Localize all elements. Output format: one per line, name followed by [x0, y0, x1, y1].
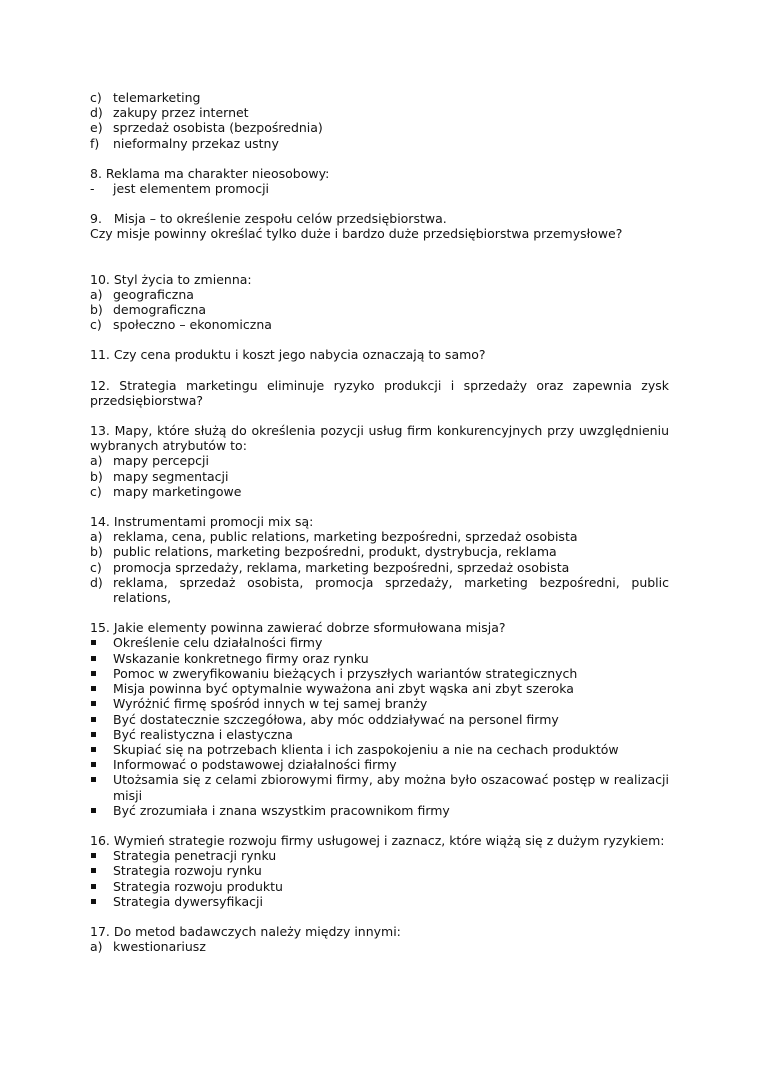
list-item-text: promocja sprzedaży, reklama, marketing bezpośredni, sprzedaż osobista — [113, 559, 570, 575]
list-item-text: reklama, sprzedaż osobista, promocja sprzedaży, marketing bezpośredni, public relations, — [113, 574, 669, 606]
square-bullet-icon — [90, 772, 113, 787]
question-11-text: 11. Czy cena produktu i koszt jego nabycia oznaczają to samo? — [90, 347, 486, 363]
bullet-item — [90, 848, 669, 863]
document-content — [90, 90, 669, 954]
question-14 — [90, 514, 669, 605]
list-marker: d) — [90, 574, 103, 590]
list-item — [90, 287, 669, 302]
list-item — [90, 529, 669, 544]
question-15 — [90, 620, 669, 818]
list-item-text: reklama, cena, public relations, marketing bezpośredni, sprzedaż osobista — [113, 529, 578, 545]
list-item — [90, 136, 669, 151]
dash-marker: - — [90, 181, 95, 197]
list-marker: c) — [90, 483, 102, 499]
list-item-text: demograficzna — [113, 302, 207, 318]
square-bullet-icon — [90, 848, 113, 863]
bullet-item-text: Określenie celu działalności firmy — [113, 635, 323, 651]
list-item — [90, 90, 669, 105]
list-marker: a) — [90, 286, 103, 302]
square-bullet-icon — [90, 696, 113, 711]
list-marker: b) — [90, 544, 103, 560]
bullet-item-text: Być zrozumiała i znana wszystkim pracownikom firmy — [113, 802, 450, 818]
list-item — [90, 120, 669, 135]
question-17-text: 17. Do metod badawczych należy między innymi: — [90, 923, 401, 939]
bullet-item-text: Być realistyczna i elastyczna — [113, 726, 293, 742]
list-item-text: geograficzna — [113, 286, 194, 302]
bullet-item — [90, 772, 669, 802]
question-9 — [90, 211, 669, 241]
bullet-item — [90, 757, 669, 772]
list-marker: c) — [90, 317, 102, 333]
bullet-item — [90, 727, 669, 742]
list-marker: a) — [90, 453, 103, 469]
list-item-text: telemarketing — [113, 90, 201, 105]
question-12-text: 12. Strategia marketingu eliminuje ryzyko produkcji i sprzedaży oraz zapewnia zysk przedsiębiorstwa? — [90, 377, 669, 408]
square-bullet-icon — [90, 727, 113, 742]
bullet-item-text: Pomoc w zweryfikowaniu bieżących i przyszłych wariantów strategicznych — [113, 665, 578, 681]
square-bullet-icon — [90, 666, 113, 681]
question-16-text: 16. Wymień strategie rozwoju firmy usługowej i zaznacz, które wiążą się z dużym ryzykiem: — [90, 832, 665, 848]
bullet-item — [90, 635, 669, 650]
question-13 — [90, 423, 669, 499]
bullet-item-text: Misja powinna być optymalnie wyważona ani zbyt wąska ani zbyt szeroka — [113, 681, 574, 697]
list-marker: a) — [90, 939, 103, 955]
bullet-item-text: Informować o podstawowej działalności firmy — [113, 757, 397, 773]
list-item-text: jest elementem promocji — [113, 181, 270, 197]
question-17 — [90, 924, 669, 954]
question-8-text: 8. Reklama ma charakter nieosobowy: — [90, 165, 330, 181]
question-12 — [90, 378, 669, 408]
list-item-text: kwestionariusz — [113, 939, 206, 955]
list-marker: f) — [90, 135, 100, 151]
list-item — [90, 317, 669, 332]
question-10 — [90, 272, 669, 333]
list-marker: c) — [90, 90, 102, 105]
bullet-item — [90, 894, 669, 909]
list-item-text: zakupy przez internet — [113, 105, 249, 121]
list-marker: b) — [90, 468, 103, 484]
square-bullet-icon — [90, 712, 113, 727]
bullet-item — [90, 742, 669, 757]
square-bullet-icon — [90, 757, 113, 772]
question-10-text: 10. Styl życia to zmienna: — [90, 271, 252, 287]
list-item-text: społeczno – ekonomiczna — [113, 317, 272, 333]
bullet-item — [90, 696, 669, 711]
bullet-item-text: Strategia dywersyfikacji — [113, 893, 263, 909]
list-item — [90, 453, 669, 468]
list-marker: b) — [90, 302, 103, 318]
bullet-item-text: Strategia rozwoju produktu — [113, 878, 283, 894]
square-bullet-icon — [90, 681, 113, 696]
list-item — [90, 469, 669, 484]
list-marker: e) — [90, 120, 103, 136]
square-bullet-icon — [90, 635, 113, 650]
question-11 — [90, 347, 669, 362]
bullet-item — [90, 681, 669, 696]
square-bullet-icon — [90, 742, 113, 757]
list-item — [90, 302, 669, 317]
question-9-line-1: 9. Misja – to określenie zespołu celów przedsiębiorstwa. — [90, 211, 447, 227]
bullet-item-text: Być dostatecznie szczegółowa, aby móc oddziaływać na personel firmy — [113, 711, 559, 727]
list-item — [90, 484, 669, 499]
list-marker: c) — [90, 559, 102, 575]
square-bullet-icon — [90, 894, 113, 909]
bullet-item — [90, 879, 669, 894]
bullet-item-text: Wyróżnić firmę spośród innych w tej samej branży — [113, 696, 428, 712]
list-item-text: nieformalny przekaz ustny — [113, 135, 279, 151]
bullet-item — [90, 712, 669, 727]
list-item — [90, 939, 669, 954]
bullet-item-text: Wskazanie konkretnego firmy oraz rynku — [113, 650, 369, 666]
question-16 — [90, 833, 669, 909]
question-9-line-2: Czy misje powinny określać tylko duże i bardzo duże przedsiębiorstwa przemysłowe? — [90, 226, 623, 242]
list-item — [90, 105, 669, 120]
bullet-item-text: Utożsamia się z celami zbiorowymi firmy, aby można było oszacować postęp w realizacji misji — [113, 772, 669, 803]
bullet-item — [90, 803, 669, 818]
bullet-item — [90, 863, 669, 878]
list-item — [90, 181, 669, 196]
square-bullet-icon — [90, 803, 113, 818]
bullet-item — [90, 666, 669, 681]
list-item — [90, 560, 669, 575]
question-15-text: 15. Jakie elementy powinna zawierać dobrze sformułowana misja? — [90, 620, 506, 636]
bullet-item — [90, 651, 669, 666]
bullet-item-text: Strategia rozwoju rynku — [113, 863, 262, 879]
list-item-text: sprzedaż osobista (bezpośrednia) — [113, 120, 323, 136]
square-bullet-icon — [90, 651, 113, 666]
square-bullet-icon — [90, 879, 113, 894]
list-marker: d) — [90, 105, 103, 121]
question-8 — [90, 166, 669, 196]
list-marker: a) — [90, 529, 103, 545]
bullet-item-text: Skupiać się na potrzebach klienta i ich zaspokojeniu a nie na cechach produktów — [113, 741, 619, 757]
list-item — [90, 575, 669, 605]
answer-list-top — [90, 90, 669, 151]
list-item-text: mapy segmentacji — [113, 468, 229, 484]
question-13-text: 13. Mapy, które służą do określenia pozycji usług firm konkurencyjnych przy uwzględnieniu wybranych atrybutów to: — [90, 423, 669, 454]
list-item-text: public relations, marketing bezpośredni, produkt, dystrybucja, reklama — [113, 544, 557, 560]
bullet-item-text: Strategia penetracji rynku — [113, 848, 277, 864]
question-14-text: 14. Instrumentami promocji mix są: — [90, 514, 314, 530]
list-item — [90, 544, 669, 559]
square-bullet-icon — [90, 863, 113, 878]
list-item-text: mapy marketingowe — [113, 483, 242, 499]
list-item-text: mapy percepcji — [113, 453, 209, 469]
